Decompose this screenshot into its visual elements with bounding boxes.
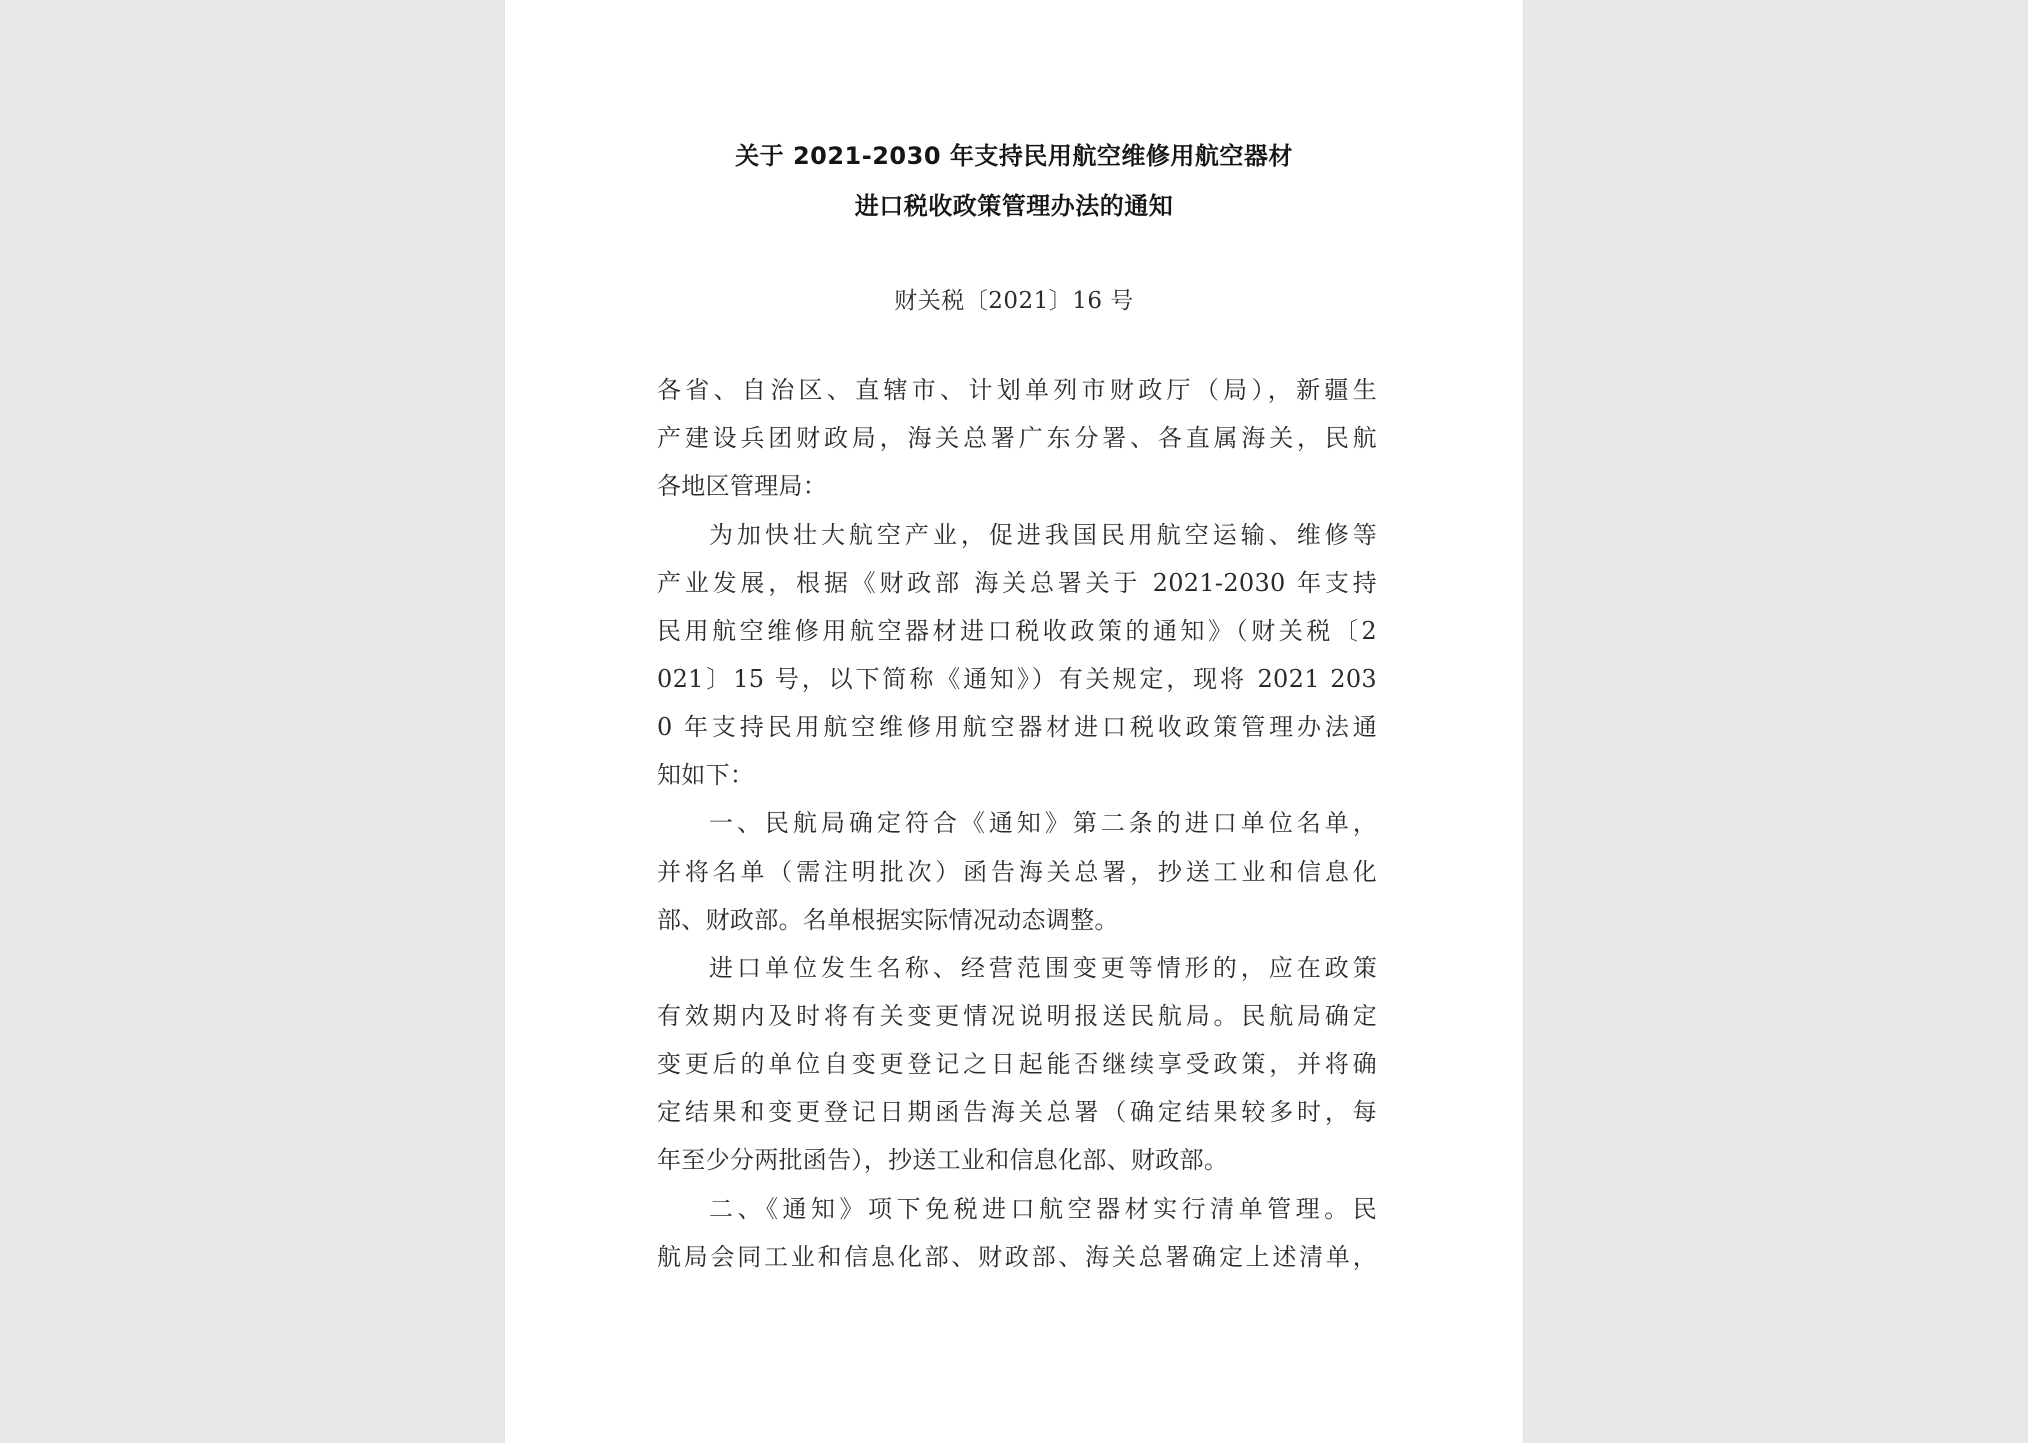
body-line: 二、《通知》项下免税进口航空器材实行清单管理。民 (709, 1195, 1377, 1223)
body-line: 产建设兵团财政局，海关总署广东分署、各直属海关，民航 (657, 424, 1377, 452)
body-line: 进口单位发生名称、经营范围变更等情形的，应在政策 (709, 954, 1377, 982)
body-line: 变更后的单位自变更登记之日起能否继续享受政策，并将确 (657, 1050, 1377, 1078)
body-line: 一、民航局确定符合《通知》第二条的进口单位名单， (709, 809, 1377, 837)
body-line: 0 年支持民用航空维修用航空器材进口税收政策管理办法通 (657, 713, 1377, 741)
body-line: 部、财政部。名单根据实际情况动态调整。 (657, 906, 1119, 934)
document-number: 财关税〔2021〕16 号 (894, 288, 1134, 314)
document-title-line-2: 进口税收政策管理办法的通知 (854, 192, 1174, 220)
document-title-line-1: 关于 2021-2030 年支持民用航空维修用航空器材 (735, 142, 1293, 170)
body-line: 定结果和变更登记日期函告海关总署（确定结果较多时，每 (657, 1098, 1377, 1126)
document-page (505, 0, 1523, 1443)
body-line: 航局会同工业和信息化部、财政部、海关总署确定上述清单， (657, 1243, 1377, 1271)
body-line: 为加快壮大航空产业，促进我国民用航空运输、维修等 (709, 521, 1377, 549)
body-line: 民用航空维修用航空器材进口税收政策的通知》（财关税〔2 (657, 617, 1377, 645)
body-line: 并将名单（需注明批次）函告海关总署，抄送工业和信息化 (657, 858, 1377, 886)
body-line: 021〕15 号，以下简称《通知》）有关规定，现将 2021 203 (657, 665, 1377, 693)
body-line: 各省、自治区、直辖市、计划单列市财政厅（局），新疆生 (657, 376, 1377, 404)
body-line: 知如下： (657, 761, 755, 789)
body-line: 产业发展，根据《财政部 海关总署关于 2021-2030 年支持 (657, 569, 1377, 597)
body-line: 各地区管理局： (657, 472, 828, 500)
body-line: 年至少分两批函告），抄送工业和信息化部、财政部。 (657, 1146, 1229, 1174)
body-line: 有效期内及时将有关变更情况说明报送民航局。民航局确定 (657, 1002, 1377, 1030)
